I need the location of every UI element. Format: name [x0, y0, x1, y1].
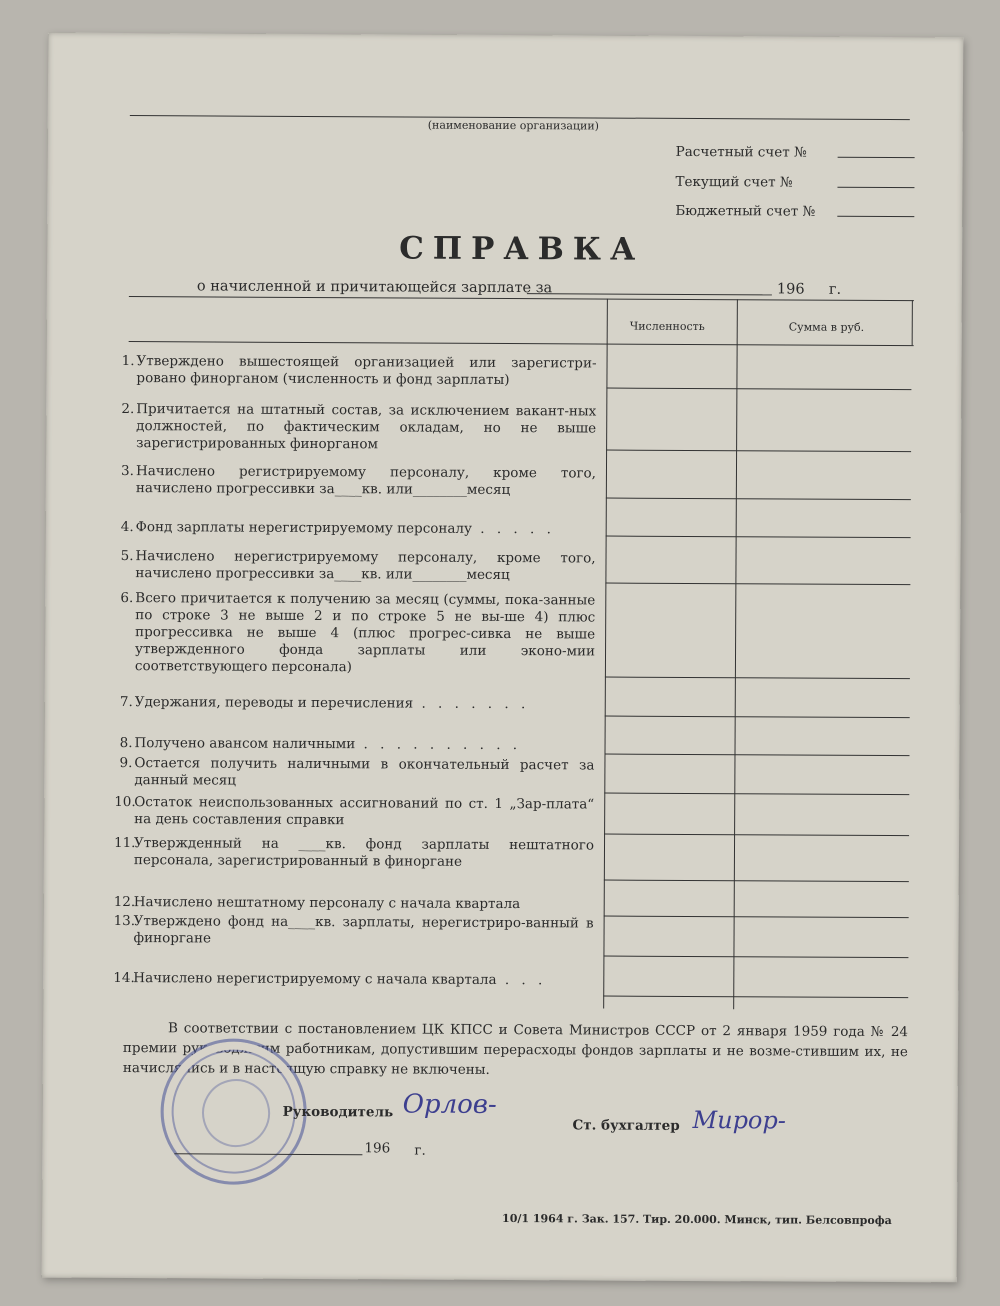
row-line	[605, 583, 910, 586]
head-label: Руководитель	[282, 1103, 394, 1121]
row-line	[604, 834, 909, 837]
row-number: 5.	[120, 547, 134, 565]
table-row	[120, 589, 596, 677]
row-number: 2.	[121, 401, 135, 418]
row-number: 11.	[113, 834, 136, 852]
table-header-line	[129, 341, 914, 346]
row-line	[604, 880, 909, 883]
row-text: Утверждено фонд на____кв. зарплаты, нерегистриро-ванный в финоргане	[133, 913, 594, 947]
row-number: 6.	[120, 589, 134, 607]
row-line	[604, 793, 909, 796]
row-text: Начислено нерегистрируемому персоналу, кроме того, начислено прогрессивки за____кв. или________месяц	[135, 548, 596, 584]
row-line	[604, 754, 909, 757]
subtitle-prefix: о начисленной и причитающейся зарплате за	[196, 278, 553, 297]
table-row	[113, 893, 594, 913]
table-row	[121, 463, 597, 499]
column-divider-2	[733, 299, 738, 1009]
row-text: Начислено регистрируемому персоналу, кроме того, начислено прогрессивки за____кв. или________месяц	[135, 463, 597, 499]
printer-imprint: 10/1 1964 г. Зак. 157. Тир. 20.000. Минск, тип. Белсовпрофа	[502, 1212, 892, 1228]
period-line	[527, 293, 772, 295]
row-line	[605, 677, 910, 680]
table-row	[114, 793, 595, 830]
subtitle-suffix: г.	[828, 281, 842, 298]
row-number: 14.	[113, 969, 135, 987]
org-caption: (наименование организации)	[427, 118, 600, 133]
row-text: Начислено нештатному персоналу с начала квартала	[133, 894, 521, 913]
row-number: 1.	[121, 353, 135, 370]
budget-account-line	[837, 216, 914, 217]
row-text: Утверждено вышестоящей организацией или зарегистри-рoвано финорганом (численность и фонд зарплаты)	[136, 353, 597, 389]
table-row	[113, 912, 594, 949]
column-divider-3	[912, 300, 913, 345]
document-title: СПРАВКА	[399, 230, 645, 268]
table-row: 8. Получено авансом наличными . . . . . . . . . .	[134, 735, 594, 754]
row-text: Утвержденный на ____кв. фонд зарплаты нештатного персонала, зарегистрированный в финоргане	[133, 835, 595, 870]
current-account-label: Текущий счет №	[675, 173, 793, 191]
row-number: 13.	[113, 912, 136, 930]
row-line	[603, 956, 908, 959]
footer-note: В соответствии с постановлением ЦК КПСС и Совета Министров СССР от 2 января 1959 года № 24 премии руководящим работникам, допустившим перерасходы фондов зарплаты и не возме-стившим их, не начислялись и в настоящую справку не включены.	[122, 1020, 909, 1078]
table-row: 14. Начислено нерегистрируемому с начала квартала . . .	[113, 969, 547, 989]
subtitle-year: 196	[776, 281, 805, 298]
settlement-account-line	[838, 157, 915, 158]
row-number: 9.	[119, 754, 133, 772]
table-row	[121, 401, 597, 454]
budget-account-label: Бюджетный счет №	[675, 202, 816, 220]
settlement-account-label: Расчетный счет №	[675, 143, 807, 161]
table-row: 4. Фонд зарплаты нерегистрируемому персоналу . . . . .	[136, 519, 596, 538]
row-text: Начислено нерегистрируемому с начала квартала	[133, 970, 497, 988]
row-text: Всего причитается к получению за месяц (суммы, пока-занные по строке 3 не выше 2 и по строке 5 не вы-ше 4) плюс прогрессивка не выше 4 (плюс прогрес-сивка не выше утвержденного фонда зарплаты или эконо-мии соответствующего персонала)	[134, 590, 596, 676]
head-signature: Орлов-	[402, 1089, 497, 1120]
row-text: Остаток неиспользованных ассигнований по ст. 1 „Зар-плата“ на день составления справки	[134, 794, 595, 829]
row-line	[603, 996, 908, 999]
table-row: 7. Удержания, переводы и перечисления . . . . . . .	[135, 694, 595, 713]
date-year: 196	[364, 1140, 391, 1157]
row-line	[605, 716, 910, 719]
row-text: Удержания, переводы и перечисления	[134, 694, 414, 712]
row-line	[604, 916, 909, 919]
document-sheet	[42, 33, 964, 1283]
row-number: 12.	[113, 893, 136, 911]
row-number: 8.	[119, 734, 133, 752]
column-header-sum: Сумма в руб.	[788, 320, 865, 334]
row-number: 4.	[120, 518, 134, 536]
table-row	[120, 547, 596, 584]
row-number: 10.	[114, 793, 136, 811]
row-line	[606, 450, 911, 453]
row-line	[606, 388, 911, 391]
row-text: Фонд зарплаты нерегистрируемому персоналу	[135, 519, 473, 537]
document-subtitle	[197, 278, 552, 297]
row-number: 7.	[119, 693, 133, 711]
column-divider-1	[603, 299, 608, 1009]
table-row	[121, 353, 597, 389]
accountant-label: Ст. бухгалтер	[572, 1117, 680, 1134]
row-text: Остается получить наличными в окончательный расчет за данный месяц	[134, 755, 595, 789]
date-suffix: г.	[414, 1142, 426, 1159]
current-account-line	[837, 187, 914, 188]
row-text: Получено авансом наличными	[134, 735, 356, 753]
row-number: 3.	[121, 463, 135, 480]
row-line	[606, 498, 911, 501]
column-header-count: Численность	[629, 319, 705, 334]
accountant-signature: Мирор-	[692, 1106, 786, 1135]
table-row	[113, 834, 595, 871]
row-line	[606, 536, 911, 539]
table-row	[119, 754, 595, 791]
row-text: Причитается на штатный состав, за исключением вакант-ных должностей, по фактическим окладам, но не выше зарегистрированных финорганом	[136, 401, 597, 453]
